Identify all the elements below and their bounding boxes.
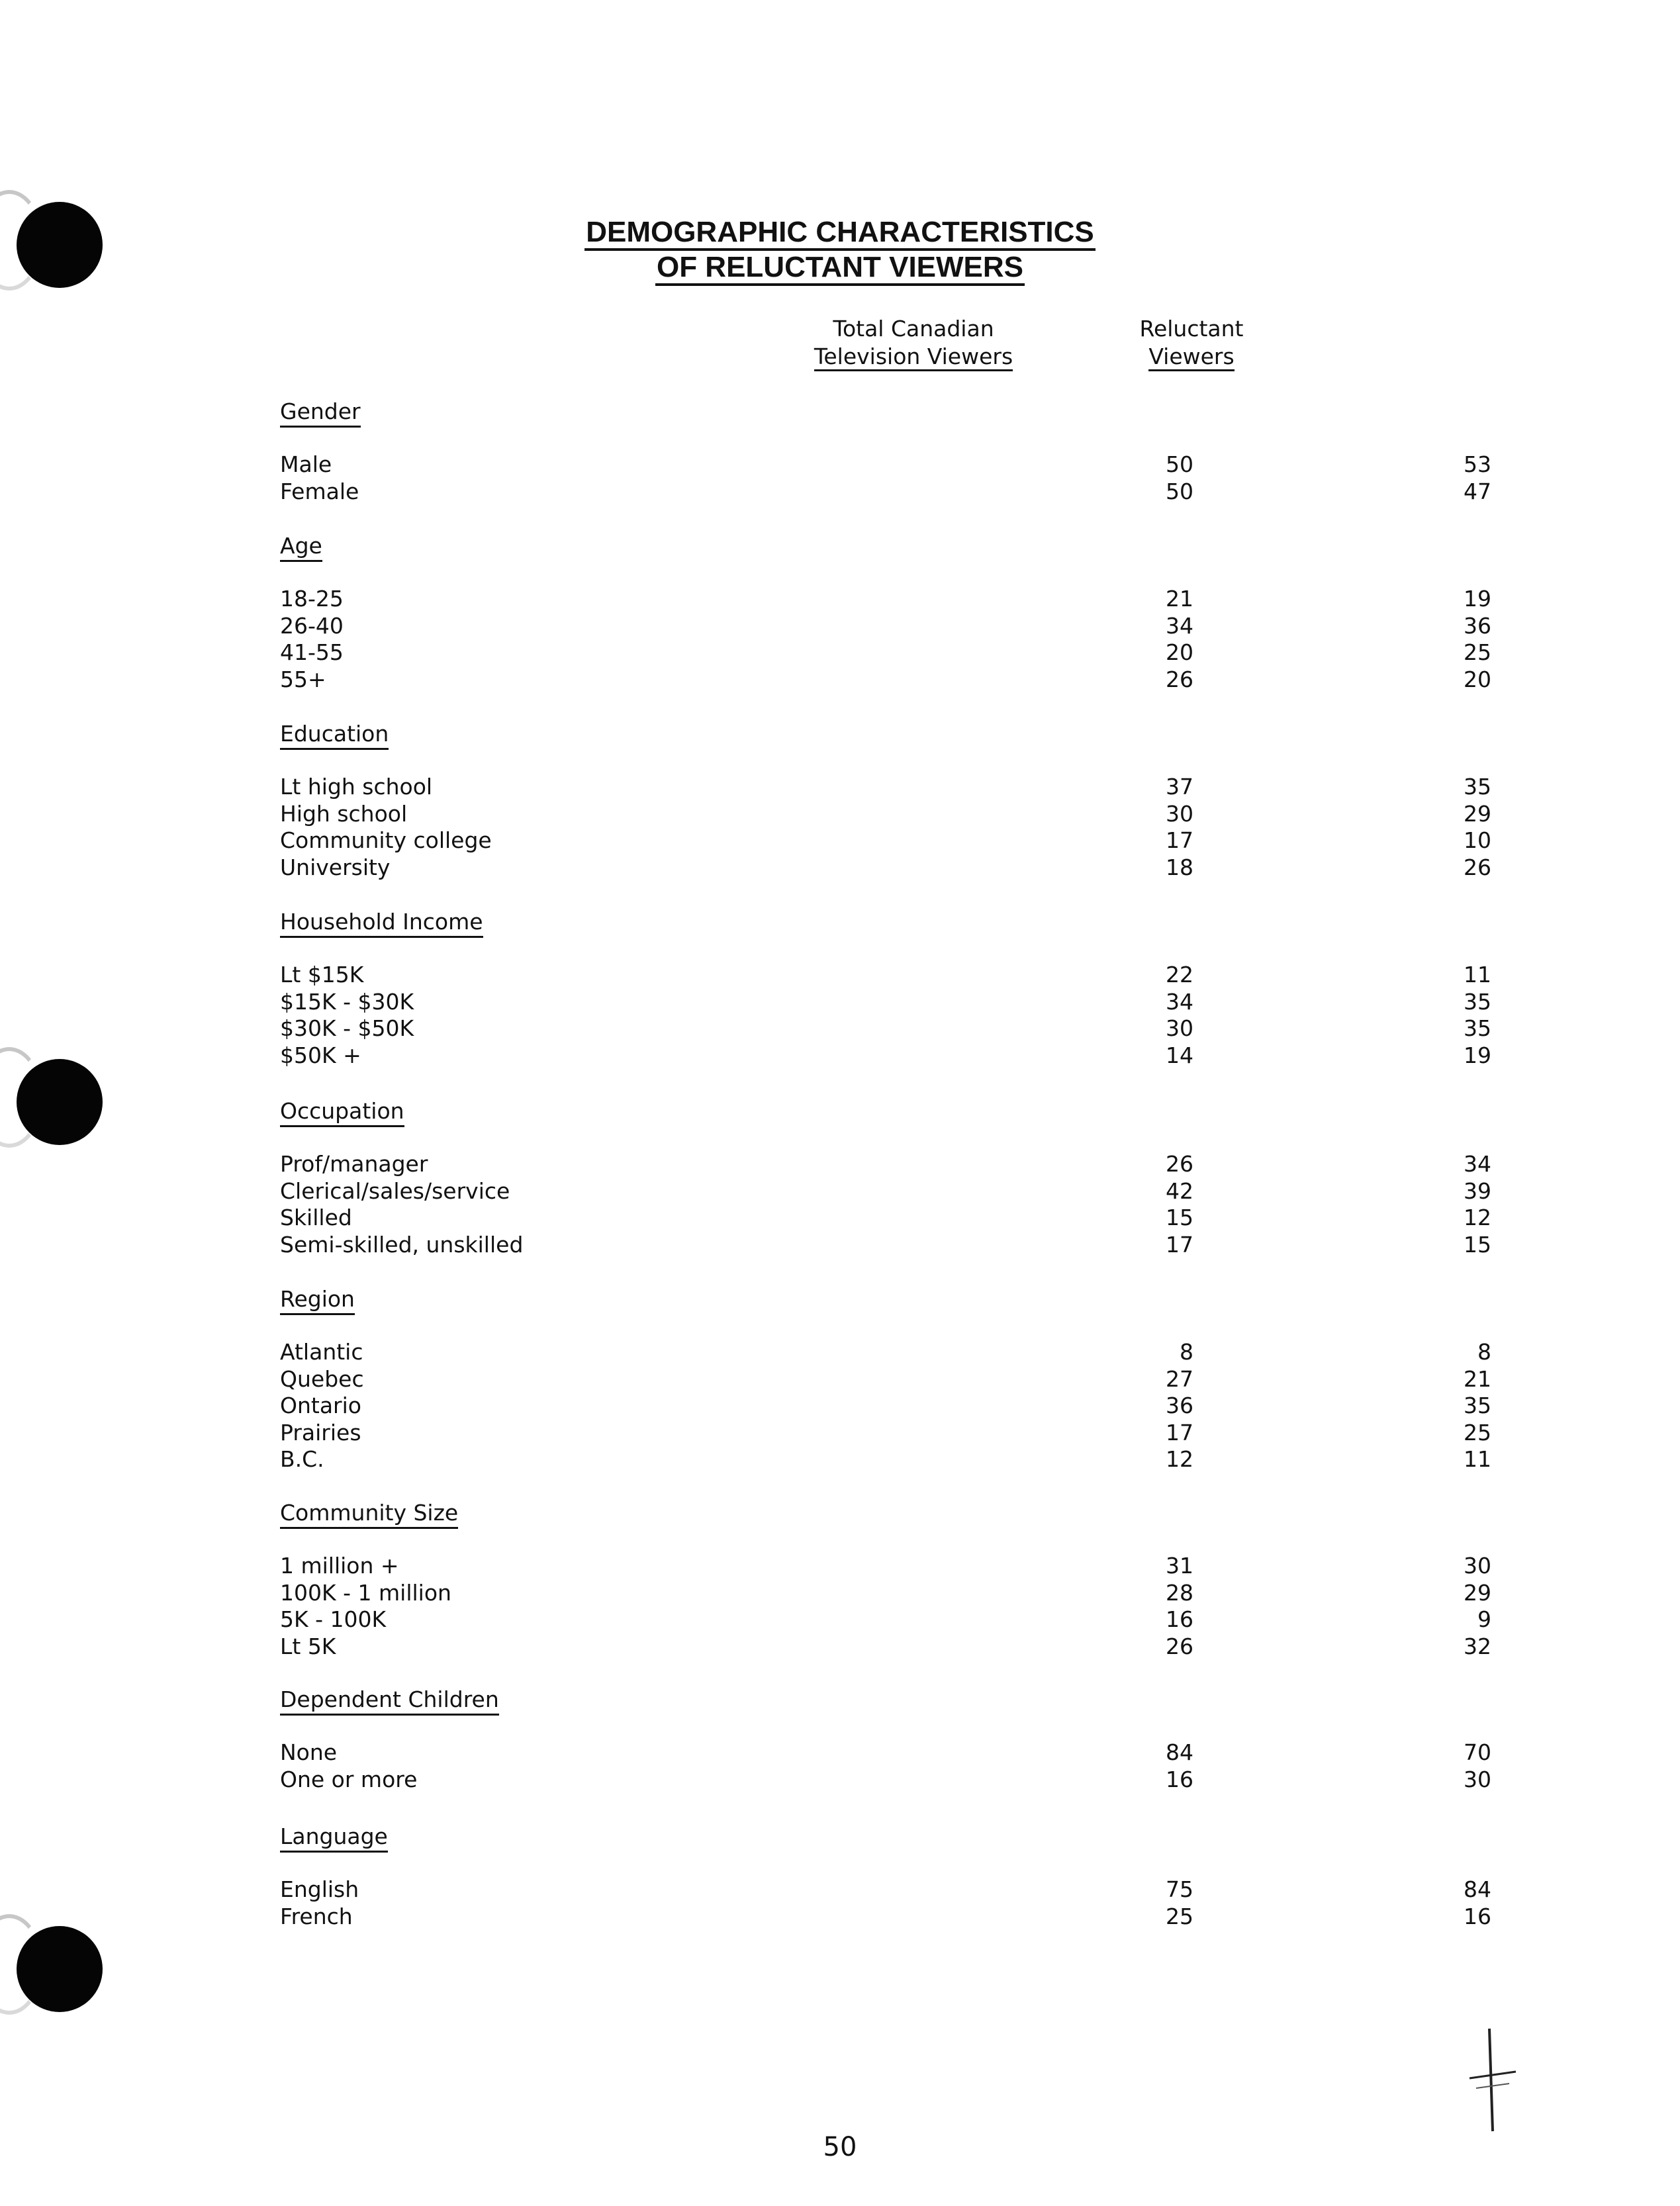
reluctant-viewers-value: 29 (1464, 800, 1491, 827)
row-label: Male (280, 451, 332, 477)
row-label: Lt high school (280, 774, 433, 800)
section-heading-text: Occupation (280, 1098, 404, 1127)
table-row (280, 1739, 1491, 1766)
row-label: Prairies (280, 1419, 361, 1446)
title-line-1: DEMOGRAPHIC CHARACTERISTICS (584, 216, 1096, 251)
table-row (280, 1177, 1491, 1205)
total-viewers-value: 15 (1166, 1205, 1193, 1230)
reluctant-viewers-value: 29 (1464, 1579, 1491, 1606)
reluctant-viewers-value: 35 (1464, 1393, 1491, 1418)
section-heading (280, 721, 389, 747)
row-label: 18-25 (280, 586, 344, 612)
reluctant-viewers-value: 9 (1477, 1606, 1491, 1632)
document-subtitle (0, 250, 1680, 285)
column-header-reluctant-line2: Viewers (1148, 344, 1234, 371)
row-label: Quebec (280, 1365, 364, 1392)
table-row (280, 1015, 1491, 1042)
reluctant-viewers-value: 21 (1464, 1365, 1491, 1392)
total-viewers-value: 16 (1166, 1606, 1193, 1632)
total-viewers-value: 30 (1166, 1015, 1193, 1041)
column-header-reluctant-line1: Reluctant (1139, 316, 1244, 342)
row-label: Prof/manager (280, 1151, 428, 1177)
section-heading (280, 398, 361, 425)
section-heading-text: Education (280, 721, 389, 750)
total-viewers-value: 16 (1166, 1766, 1193, 1792)
total-viewers-value: 75 (1166, 1876, 1193, 1902)
table-row (280, 451, 1491, 478)
row-label: Lt 5K (280, 1633, 336, 1659)
table-row (280, 800, 1491, 827)
section-heading-text: Household Income (280, 909, 483, 938)
reluctant-viewers-value: 70 (1464, 1739, 1491, 1765)
table-row (280, 639, 1491, 666)
table-row (280, 1579, 1491, 1606)
column-header-reluctant (1092, 315, 1291, 371)
total-viewers-value: 50 (1166, 478, 1193, 504)
row-label: None (280, 1739, 338, 1765)
section-heading (280, 909, 483, 935)
column-header-total-line1: Total Canadian (833, 316, 994, 342)
reluctant-viewers-value: 30 (1464, 1553, 1491, 1579)
row-label: $15K - $30K (280, 988, 414, 1015)
reluctant-viewers-value: 53 (1464, 451, 1491, 477)
table-row (280, 1766, 1491, 1793)
table-row (280, 827, 1491, 854)
section-heading-text: Dependent Children (280, 1686, 499, 1716)
total-viewers-value: 28 (1166, 1579, 1193, 1606)
section-heading (280, 1823, 388, 1850)
table-row (280, 1151, 1491, 1177)
table-row (280, 1553, 1491, 1579)
total-viewers-value: 18 (1166, 854, 1193, 880)
reluctant-viewers-value: 15 (1464, 1231, 1491, 1258)
table-row (280, 586, 1491, 612)
row-label: Female (280, 478, 359, 504)
column-header-total-line2: Television Viewers (814, 344, 1013, 371)
total-viewers-value: 34 (1166, 988, 1193, 1015)
row-label: $30K - $50K (280, 1015, 414, 1041)
total-viewers-value: 14 (1166, 1042, 1193, 1068)
reluctant-viewers-value: 10 (1464, 827, 1491, 853)
row-label: $50K + (280, 1042, 361, 1068)
total-viewers-value: 31 (1166, 1553, 1193, 1579)
row-label: 55+ (280, 666, 326, 692)
section-heading-text: Community Size (280, 1500, 458, 1529)
punch-hole-middle (17, 1059, 103, 1145)
section-heading-text: Language (280, 1823, 388, 1853)
total-viewers-value: 20 (1166, 639, 1193, 665)
total-viewers-value: 8 (1180, 1339, 1193, 1365)
title-line-2: OF RELUCTANT VIEWERS (655, 251, 1025, 286)
row-label: 26-40 (280, 612, 344, 639)
row-label: Lt $15K (280, 962, 364, 988)
reluctant-viewers-value: 36 (1464, 612, 1491, 639)
table-row (280, 1903, 1491, 1930)
handwritten-cross-mark (1443, 2025, 1522, 2138)
table-row (280, 854, 1491, 881)
reluctant-viewers-value: 11 (1464, 962, 1491, 988)
row-label: English (280, 1876, 359, 1902)
row-label: Atlantic (280, 1339, 363, 1365)
total-viewers-value: 42 (1166, 1177, 1193, 1204)
section-heading (280, 1500, 458, 1526)
table-row (280, 478, 1491, 505)
reluctant-viewers-value: 34 (1464, 1151, 1491, 1177)
reluctant-viewers-value: 32 (1464, 1633, 1491, 1659)
table-row (280, 1042, 1491, 1069)
section-heading-text: Gender (280, 398, 361, 428)
total-viewers-value: 34 (1166, 612, 1193, 639)
reluctant-viewers-value: 26 (1464, 854, 1491, 880)
total-viewers-value: 50 (1166, 451, 1193, 477)
punch-hole-bottom (17, 1926, 103, 2012)
row-label: Ontario (280, 1393, 361, 1418)
row-label: Semi-skilled, unskilled (280, 1231, 524, 1258)
page-number: 50 (823, 2132, 857, 2162)
reluctant-viewers-value: 20 (1464, 666, 1491, 692)
section-heading (280, 1098, 404, 1125)
section-heading (280, 1686, 499, 1713)
row-label: B.C. (280, 1446, 324, 1472)
reluctant-viewers-value: 8 (1477, 1339, 1491, 1365)
reluctant-viewers-value: 35 (1464, 988, 1491, 1015)
column-header-total (781, 315, 1046, 371)
row-label: Skilled (280, 1205, 352, 1230)
table-row (280, 1876, 1491, 1903)
table-row (280, 1205, 1491, 1231)
section-heading-text: Region (280, 1286, 355, 1315)
row-label: 5K - 100K (280, 1606, 387, 1632)
table-row (280, 1339, 1491, 1365)
reluctant-viewers-value: 19 (1464, 586, 1491, 612)
row-label: One or more (280, 1766, 418, 1792)
total-viewers-value: 84 (1166, 1739, 1193, 1765)
reluctant-viewers-value: 47 (1464, 478, 1491, 504)
table-row (280, 666, 1491, 693)
table-row (280, 988, 1491, 1015)
reluctant-viewers-value: 35 (1464, 774, 1491, 800)
table-row (280, 962, 1491, 988)
row-label: Community college (280, 827, 492, 853)
total-viewers-value: 22 (1166, 962, 1193, 988)
table-row (280, 1606, 1491, 1633)
table-row (280, 1231, 1491, 1258)
row-label: Clerical/sales/service (280, 1177, 510, 1204)
total-viewers-value: 36 (1166, 1393, 1193, 1418)
total-viewers-value: 27 (1166, 1365, 1193, 1392)
row-label: High school (280, 800, 408, 827)
row-label: 1 million + (280, 1553, 399, 1579)
section-heading (280, 1286, 355, 1312)
total-viewers-value: 26 (1166, 666, 1193, 692)
table-row (280, 1365, 1491, 1393)
table-row (280, 1446, 1491, 1473)
table-row (280, 1633, 1491, 1660)
reluctant-viewers-value: 12 (1464, 1205, 1491, 1230)
table-row (280, 774, 1491, 800)
reluctant-viewers-value: 84 (1464, 1876, 1491, 1902)
reluctant-viewers-value: 35 (1464, 1015, 1491, 1041)
reluctant-viewers-value: 25 (1464, 1419, 1491, 1446)
reluctant-viewers-value: 19 (1464, 1042, 1491, 1068)
row-label: University (280, 854, 391, 880)
section-heading-text: Age (280, 533, 322, 562)
total-viewers-value: 21 (1166, 586, 1193, 612)
total-viewers-value: 17 (1166, 1419, 1193, 1446)
total-viewers-value: 25 (1166, 1903, 1193, 1929)
reluctant-viewers-value: 30 (1464, 1766, 1491, 1792)
reluctant-viewers-value: 11 (1464, 1446, 1491, 1472)
total-viewers-value: 12 (1166, 1446, 1193, 1472)
table-row (280, 1419, 1491, 1446)
row-label: French (280, 1903, 353, 1929)
reluctant-viewers-value: 39 (1464, 1177, 1491, 1204)
table-row (280, 612, 1491, 639)
total-viewers-value: 17 (1166, 1231, 1193, 1258)
table-row (280, 1393, 1491, 1419)
reluctant-viewers-value: 16 (1464, 1903, 1491, 1929)
total-viewers-value: 26 (1166, 1151, 1193, 1177)
total-viewers-value: 37 (1166, 774, 1193, 800)
total-viewers-value: 17 (1166, 827, 1193, 853)
row-label: 41-55 (280, 639, 344, 665)
row-label: 100K - 1 million (280, 1579, 451, 1606)
reluctant-viewers-value: 25 (1464, 639, 1491, 665)
total-viewers-value: 26 (1166, 1633, 1193, 1659)
total-viewers-value: 30 (1166, 800, 1193, 827)
document-title (0, 215, 1680, 250)
section-heading (280, 533, 322, 559)
